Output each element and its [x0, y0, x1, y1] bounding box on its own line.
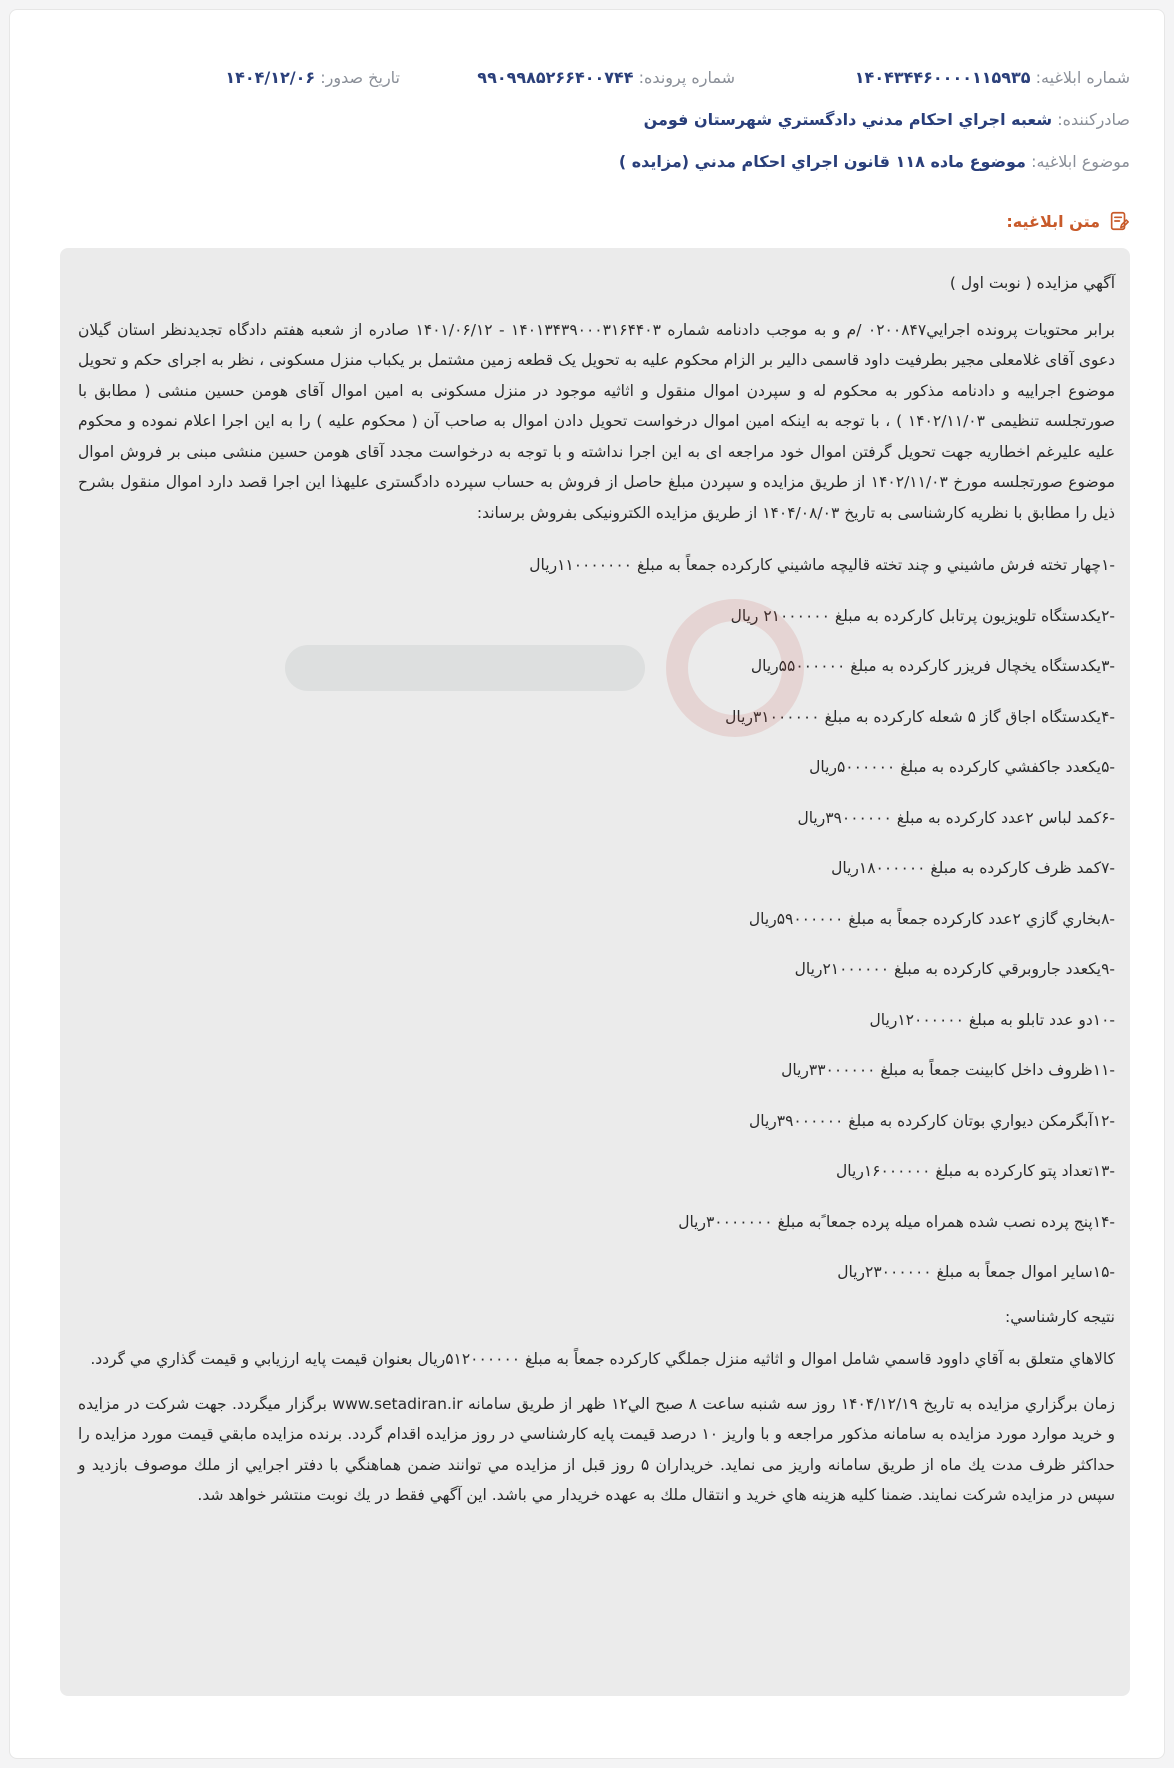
- issuer-value: شعبه اجراي احكام مدني دادگستري شهرستان فومن: [643, 110, 1053, 129]
- notice-body: [60, 248, 1130, 1696]
- result-paragraph: كالاهاي متعلق به آقاي داوود قاسمي شامل اموال و اثاثيه منزل جملگي كاركرده جمعاً به مبلغ ۵۱۲۰۰۰۰۰۰ريال بعنوان قيمت پايه ارزيابي و قيمت گذاري مي گردد.: [90, 1350, 1115, 1368]
- list-item: -۳يكدستگاه يخچال فريزر كاركرده به مبلغ ۵۵۰۰۰۰۰۰ريال: [750, 657, 1115, 675]
- notice-number: [855, 68, 1130, 87]
- case-number: [477, 68, 735, 87]
- notice-number-value: ۱۴۰۴۳۴۴۶۰۰۰۰۱۱۵۹۳۵: [854, 68, 1031, 87]
- list-item: -۱۴پنج پرده نصب شده همراه ميله پرده جمعا ًبه مبلغ ۳۰۰۰۰۰۰۰ريال: [678, 1212, 1115, 1231]
- case-number-label: شماره پرونده:: [638, 68, 735, 87]
- list-item: -۲يكدستگاه تلويزيون پرتابل كاركرده به مبلغ ۲۱۰۰۰۰۰۰ ريال: [730, 606, 1115, 625]
- subject-value: موضوع ماده ۱۱۸ قانون اجراي احكام مدني (مزايده ): [618, 152, 1026, 171]
- issuer-line: [644, 110, 1130, 129]
- result-title: نتيجه كارشناسي:: [1004, 1307, 1115, 1326]
- issue-date-label: تاریخ صدور:: [320, 68, 400, 87]
- intro-paragraph: برابر محتويات پرونده اجرايي۰۲۰۰۸۴۷ /م و به موجب دادنامه شماره ۱۴۰۱۳۴۳۹۰۰۰۳۱۶۴۴۰۳ - ۱۴۰۱/۰۶/۱۲ صادره از شعبه هفتم دادگاه تجدیدنظر استان گیلان دعوی آقای غلامعلی مجیر بطرفیت داود قاسمی دالیر بر الزام محکوم علیه به تحویل یک قطعه زمین مشتمل بر یکباب منزل مسکونی ، نظر به اجرای حکم و تحویل موضوع اجراییه و دادنامه مذکور به محکوم له و سپردن اموال منقول و اثاثیه موجود در منزل مسکونی به امین اموال آقای هومن حسین منشی ( مطابق با صورتجلسه تنظیمی ۱۴۰۲/۱۱/۰۳ ) ، با توجه به اینکه امین اموال درخواست تحویل دادن اموال به صاحب آن ( محکوم علیه ) را به این اجرا اعلام نموده و محکوم علیه علیرغم اخطاریه جهت تحویل گرفتن اموال خود مراجعه ای به این اجرا نداشته و با توجه به درخواست مجدد آقای هومن حسین منشی مبنی بر فروش اموال موضوع صورتجلسه مورخ ۱۴۰۲/۱۱/۰۳ از طریق مزایده و سپردن مبلغ حاصل از فروش به حساب سپرده دادگستری علیهذا این اجرا قصد دارد اموال منقول بشرح ذیل را مطابق با نظریه کارشناسی به تاریخ ۱۴۰۴/۰۸/۰۳ از طریق مزایده الکترونیکی بفروش برساند:: [78, 320, 1115, 522]
- text-heading-label: متن ابلاغیه:: [1006, 211, 1100, 231]
- subject-label: موضوع ابلاغیه:: [1031, 152, 1130, 171]
- notice-number-label: شماره ابلاغیه:: [1035, 68, 1130, 87]
- document-edit-icon: [1108, 210, 1130, 232]
- list-item: -۹يكعدد جاروبرقي كاركرده به مبلغ ۲۱۰۰۰۰۰۰ريال: [794, 960, 1115, 978]
- list-item: -۱۲آبگرمكن ديواري بوتان كاركرده به مبلغ ۳۹۰۰۰۰۰۰ريال: [748, 1111, 1115, 1130]
- meta-row: [44, 60, 1130, 90]
- items-list: [78, 540, 1115, 1298]
- list-item: -۱۱ظروف داخل كابينت جمعاً به مبلغ ۳۳۰۰۰۰۰۰ريال: [781, 1061, 1115, 1079]
- auction-paragraph: زمان برگزاري مزايده به تاريخ ۱۴۰۴/۱۲/۱۹ روز سه شنبه ساعت ۸ صبح الي۱۲ ظهر از طريق سامانه www.setadiran.ir برگزار ميگردد. جهت شركت در مزايده و خريد موارد مورد مزايده به سامانه مذكور مراجعه و با واريز ۱۰ درصد قيمت پايه كارشناسي در روز مزايده اقدام گردد. برنده مزايده مابقي قيمت مورد مزايده را حداكثر ظرف مدت يك ماه از طريق سامانه واريز می نمايد. خريداران ۵ روز قبل از مزايده مي توانند ضمن هماهنگي با دفتر اجرايي از ملك موصوف بازديد و سپس در مزايده شركت نمايند. ضمنا كليه هزينه هاي خريد و انتقال ملك به عهده خريدار مي باشد. اين آگهي فقط در يك نوبت منتشر خواهد شد.: [78, 1394, 1116, 1504]
- issuer-label: صادرکننده:: [1057, 110, 1130, 129]
- list-item: -۱چهار تخته فرش ماشيني و چند تخته قاليچه ماشيني كاركرده جمعاً به مبلغ ۱۱۰۰۰۰۰۰۰ريال: [529, 556, 1115, 574]
- list-item: -۷كمد ظرف كاركرده به مبلغ ۱۸۰۰۰۰۰۰ريال: [831, 859, 1115, 877]
- list-item: -۱۳تعداد پتو كاركرده به مبلغ ۱۶۰۰۰۰۰۰ريال: [836, 1162, 1115, 1180]
- list-item: -۵يكعدد جاكفشي كاركرده به مبلغ ۵۰۰۰۰۰۰ريال: [809, 758, 1115, 776]
- list-item: -۱۰دو عدد تابلو به مبلغ ۱۲۰۰۰۰۰۰ريال: [869, 1010, 1115, 1029]
- issue-date-value: ۱۴۰۴/۱۲/۰۶: [225, 68, 316, 87]
- list-item: -۱۵ساير اموال جمعاً به مبلغ ۲۳۰۰۰۰۰۰ريال: [837, 1263, 1115, 1281]
- list-item: -۶كمد لباس ۲عدد كاركرده به مبلغ ۳۹۰۰۰۰۰۰ريال: [797, 808, 1115, 827]
- case-number-value: ۹۹۰۹۹۸۵۲۶۶۴۰۰۷۴۴: [477, 68, 634, 87]
- notice-card: [9, 9, 1165, 1759]
- subject-line: [619, 152, 1130, 171]
- list-item: -۸بخاري گازي ۲عدد كاركرده جمعاً به مبلغ ۵۹۰۰۰۰۰۰ريال: [748, 909, 1115, 928]
- list-item: -۴يكدستگاه اجاق گاز ۵ شعله كاركرده به مبلغ ۳۱۰۰۰۰۰۰ريال: [725, 707, 1115, 726]
- text-heading: [1006, 210, 1130, 232]
- issue-date: [225, 68, 400, 87]
- ad-title: آگهي مزايده ( نوبت اول ): [949, 274, 1115, 292]
